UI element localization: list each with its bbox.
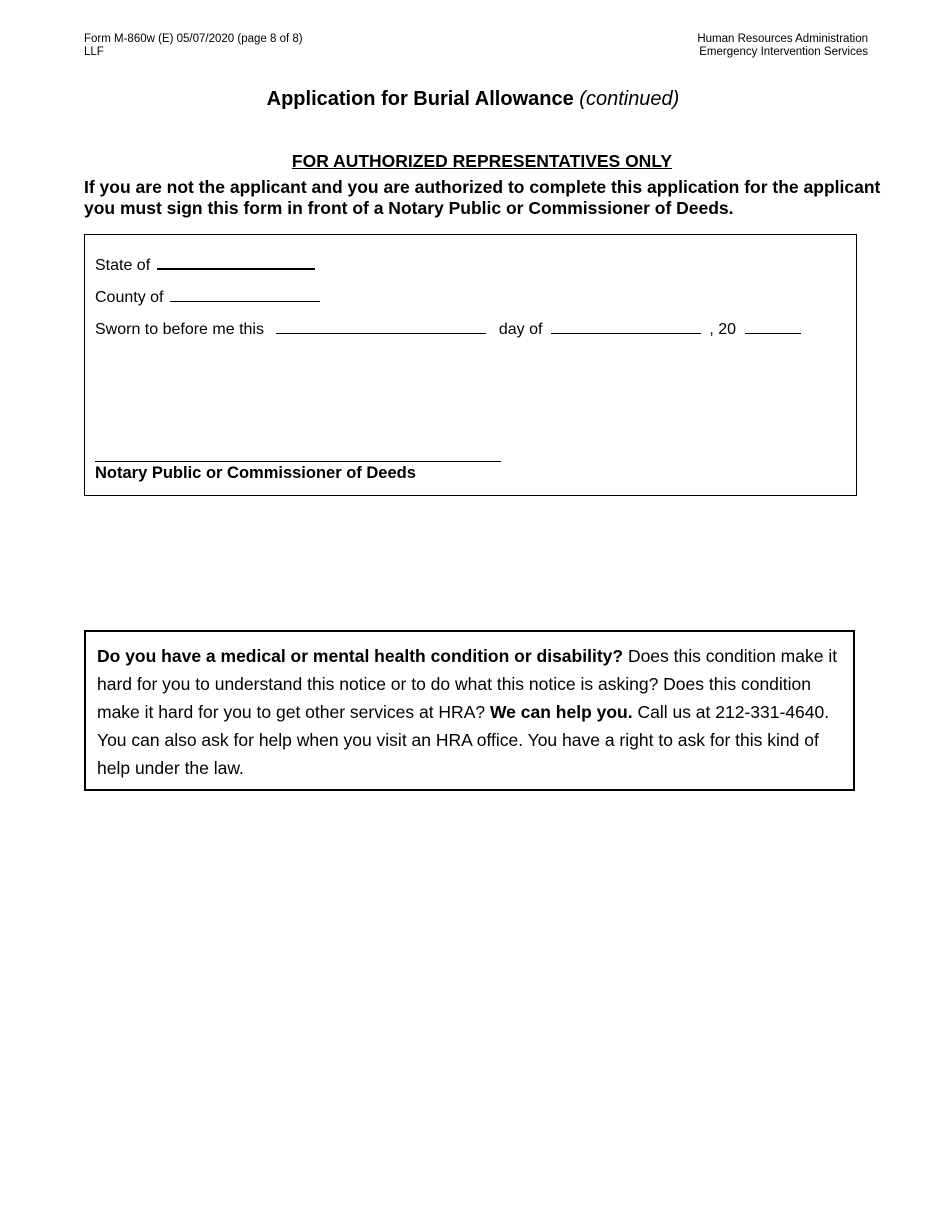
authorized-heading: FOR AUTHORIZED REPRESENTATIVES ONLY: [291, 151, 673, 171]
form-code: LLF: [84, 46, 104, 58]
help-text-2: Call us at 212-331-4640. You can also ask for help when you visit an HRA office. You have a right to ask for this kind of help under the law.: [97, 702, 830, 778]
sworn-month-field[interactable]: [551, 319, 701, 334]
help-callout: We can help you.: [489, 702, 633, 722]
state-label: State of: [95, 257, 151, 274]
county-field[interactable]: [170, 287, 320, 302]
agency-name: Human Resources Administration: [697, 33, 868, 45]
sworn-row: [95, 319, 801, 339]
title-main: Application for Burial Allowance: [266, 88, 574, 110]
form-id: Form M-860w (E) 05/07/2020 (page 8 of 8): [84, 33, 303, 45]
help-text-1: Does this condition make it hard for you to understand this notice or to do what this notice is asking? Does this condition make it hard for you to get other services at HRA?: [97, 646, 838, 722]
notary-signature-label: Notary Public or Commissioner of Deeds: [95, 464, 416, 482]
year-label: , 20: [709, 321, 737, 338]
state-row: [95, 254, 315, 275]
county-row: [95, 287, 320, 307]
division-name: Emergency Intervention Services: [699, 46, 868, 58]
state-field[interactable]: [157, 254, 315, 270]
authorized-instructions: If you are not the applicant and you are authorized to complete this application for the applicant you must sign this form in front of a Notary Public or Commissioner of Deeds.: [84, 177, 881, 218]
notary-signature-line[interactable]: [95, 461, 501, 462]
county-label: County of: [95, 289, 164, 306]
day-of-label: day of: [498, 321, 543, 338]
accessibility-help-notice: [84, 630, 855, 791]
sworn-day-field[interactable]: [276, 319, 486, 334]
sworn-year-field[interactable]: [745, 319, 801, 334]
page-title: [0, 88, 946, 111]
help-question: Do you have a medical or mental health condition or disability?: [97, 646, 624, 666]
sworn-label: Sworn to before me this: [95, 321, 264, 338]
form-header-right: [697, 33, 868, 59]
form-header-left: [84, 33, 303, 59]
title-suffix: (continued): [579, 88, 680, 110]
notary-section: [84, 234, 857, 496]
